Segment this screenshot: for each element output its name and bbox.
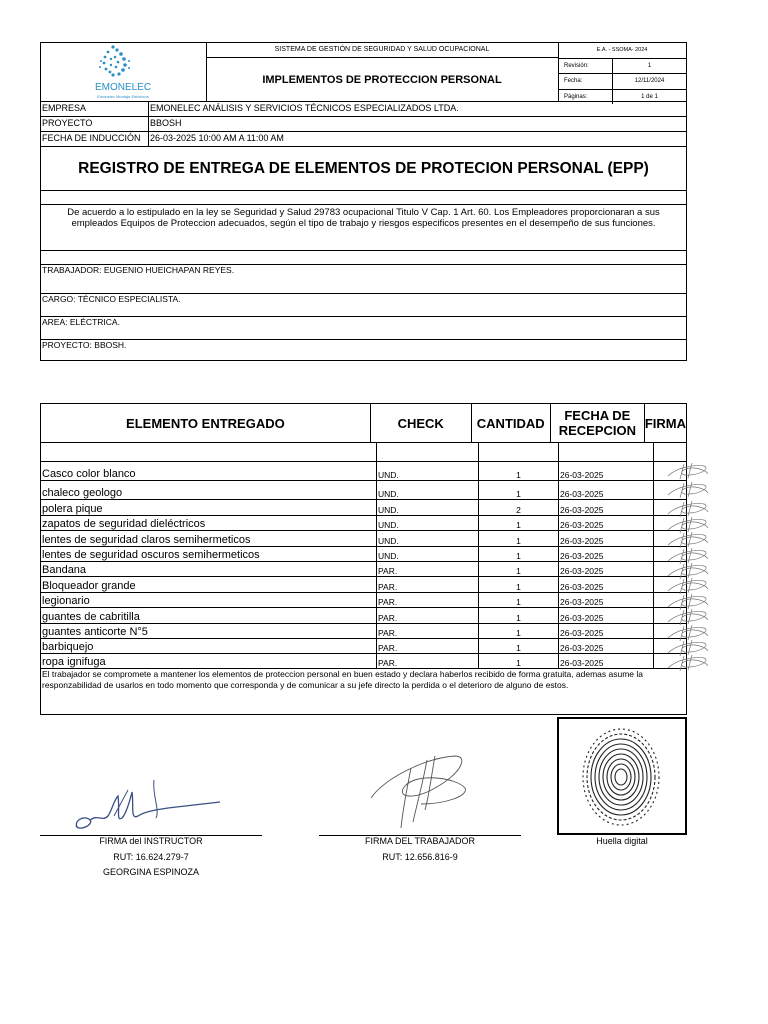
signature-cell <box>654 516 686 530</box>
instructor-rut: RUT: 16.624.279-7 <box>113 852 189 862</box>
date-cell: 26-03-2025 <box>559 608 654 623</box>
table-row <box>41 624 686 639</box>
row-signature-icon <box>664 481 714 499</box>
quantity-cell: 1 <box>479 608 559 623</box>
check-cell: UND. <box>377 500 479 515</box>
table-row <box>41 608 686 624</box>
document-header <box>40 42 687 102</box>
element-cell: ropa ignifuga <box>41 654 377 668</box>
worker-cargo: CARGO: TÉCNICO ESPECIALISTA. <box>40 294 687 317</box>
signature-cell <box>654 577 686 592</box>
fingerprint-label: Huella digital <box>596 836 648 846</box>
column-header: ELEMENTO ENTREGADO <box>41 404 371 442</box>
column-header: FECHA DE RECEPCION <box>551 404 645 442</box>
empty-row <box>41 443 686 462</box>
meta-value: 1 <box>647 62 652 69</box>
table-row <box>41 531 686 547</box>
quantity-cell: 1 <box>479 562 559 576</box>
element-cell: Casco color blanco <box>41 462 377 480</box>
worker-signature-label: FIRMA DEL TRABAJADOR <box>364 836 476 846</box>
check-cell: PAR. <box>377 654 479 668</box>
registro-title: REGISTRO DE ENTREGA DE ELEMENTOS DE PROTECION PERSONAL (EPP) <box>40 147 687 191</box>
document-meta <box>558 43 686 101</box>
date-cell: 26-03-2025 <box>559 481 654 499</box>
quantity-cell: 1 <box>479 547 559 561</box>
element-cell: barbiquejo <box>41 639 377 653</box>
instructor-name: GEORGINA ESPINOZA <box>102 867 200 877</box>
instructor-signature-label: FIRMA del INSTRUCTOR <box>99 836 203 846</box>
date-cell: 26-03-2025 <box>559 516 654 530</box>
svg-text:Emonelec Montaje Eléctricos: Emonelec Montaje Eléctricos <box>97 94 149 99</box>
signature-cell <box>654 562 686 576</box>
quantity-cell: 2 <box>479 500 559 515</box>
date-cell: 26-03-2025 <box>559 531 654 546</box>
worker-name: TRABAJADOR: EUGENIO HUEICHAPAN REYES. <box>40 265 687 294</box>
column-header: FIRMA <box>644 415 686 431</box>
date-cell: 26-03-2025 <box>559 500 654 515</box>
emonelec-logo-icon <box>41 43 206 101</box>
check-cell: PAR. <box>377 593 479 607</box>
document-title: IMPLEMENTOS DE PROTECCION PERSONAL <box>262 74 502 86</box>
date-cell: 26-03-2025 <box>559 577 654 592</box>
info-value: 26-03-2025 10:00 AM A 11:00 AM <box>150 133 284 143</box>
quantity-cell: 1 <box>479 462 559 480</box>
check-cell: PAR. <box>377 577 479 592</box>
info-value: EMONELEC ANÁLISIS Y SERVICIOS TÉCNICOS ESPECIALIZADOS LTDA. <box>150 103 459 113</box>
table-header <box>41 404 686 443</box>
signature-cell <box>654 547 686 561</box>
info-value: BBOSH <box>150 118 182 128</box>
info-label: EMPRESA <box>41 102 149 116</box>
check-cell: PAR. <box>377 562 479 576</box>
meta-value: 1 de 1 <box>641 93 658 100</box>
meta-value: 12/11/2024 <box>634 78 665 84</box>
check-cell: UND. <box>377 516 479 530</box>
check-cell: PAR. <box>377 624 479 638</box>
worker-signature-icon <box>365 748 475 834</box>
check-cell: UND. <box>377 531 479 546</box>
quantity-cell: 1 <box>479 624 559 638</box>
check-cell: UND. <box>377 547 479 561</box>
commitment-text: El trabajador se compromete a mantener los elementos de proteccion personal en buen estado y declara haberlos recibido de forma gratuita, ademas asume la responzabilidad de usarlos en todo momento que corresponda y de comunicar a su jefe directo la perdida o el deterioro de alguno de estos. <box>42 669 644 690</box>
meta-label: Fecha: <box>558 74 613 89</box>
signature-cell <box>654 608 686 623</box>
check-cell: PAR. <box>377 639 479 653</box>
table-row <box>41 593 686 608</box>
signature-cell <box>654 481 686 499</box>
element-cell: Bandana <box>41 562 377 576</box>
element-cell: guantes de cabritilla <box>41 608 377 623</box>
column-header: CANTIDAD <box>472 404 551 442</box>
signature-cell <box>654 639 686 653</box>
info-row-fecha <box>40 132 687 147</box>
info-label: FECHA DE INDUCCIÓN <box>41 132 149 146</box>
table-row <box>41 562 686 577</box>
table-row <box>41 639 686 654</box>
date-cell: 26-03-2025 <box>559 462 654 480</box>
element-cell: lentes de seguridad oscuros semihermeticos <box>41 547 377 561</box>
quantity-cell: 1 <box>479 577 559 592</box>
meta-label: Páginas: <box>558 90 613 105</box>
date-cell: 26-03-2025 <box>559 624 654 638</box>
quantity-cell: 1 <box>479 531 559 546</box>
table-row <box>41 654 686 669</box>
element-cell: Bloqueador grande <box>41 577 377 592</box>
signature-cell <box>654 593 686 607</box>
info-row-proyecto <box>40 117 687 132</box>
date-cell: 26-03-2025 <box>559 639 654 653</box>
quantity-cell: 1 <box>479 654 559 668</box>
element-cell: lentes de seguridad claros semihermeticos <box>41 531 377 546</box>
date-cell: 26-03-2025 <box>559 593 654 607</box>
element-cell: polera pique <box>41 500 377 515</box>
signature-cell <box>654 654 686 668</box>
company-logo <box>41 43 207 101</box>
check-cell: UND. <box>377 462 479 480</box>
date-cell: 26-03-2025 <box>559 654 654 668</box>
check-cell: UND. <box>377 481 479 499</box>
element-cell: legionario <box>41 593 377 607</box>
date-cell: 26-03-2025 <box>559 547 654 561</box>
document-code: E.A. - SSOMA- 2024 <box>596 47 648 53</box>
fingerprint-box <box>557 717 687 835</box>
table-row <box>41 500 686 516</box>
quantity-cell: 1 <box>479 516 559 530</box>
info-row-empresa <box>40 102 687 117</box>
worker-area: AREA: ELÉCTRICA. <box>40 317 687 340</box>
table-row <box>41 481 686 500</box>
quantity-cell: 1 <box>479 481 559 499</box>
element-cell: zapatos de seguridad dieléctricos <box>41 516 377 530</box>
check-cell: PAR. <box>377 608 479 623</box>
row-signature-icon <box>664 654 714 672</box>
instructor-signature-icon <box>68 770 228 836</box>
epp-table <box>40 403 687 715</box>
signature-cell <box>654 531 686 546</box>
signature-cell <box>654 624 686 638</box>
worker-rut: RUT: 12.656.816-9 <box>382 852 458 862</box>
table-row <box>41 547 686 562</box>
table-row <box>41 516 686 531</box>
svg-text:EMONELEC: EMONELEC <box>94 82 152 93</box>
table-row <box>41 462 686 481</box>
row-signature-icon <box>664 462 714 480</box>
signature-cell <box>654 462 686 480</box>
info-label: PROYECTO <box>41 117 149 131</box>
quantity-cell: 1 <box>479 593 559 607</box>
legal-text: De acuerdo a lo estipulado en la ley se Seguridad y Salud 29783 ocupacional Titulo V Cap. 1 Art. 60. Los Empleadores proporcionaran a sus empleados Equipos de Proteccion adecuados, según el tipo de trabajo y riesgos especificos presentes en el desempeño de sus funciones. <box>40 205 687 251</box>
element-cell: chaleco geologo <box>41 481 377 499</box>
element-cell: guantes anticorte N°5 <box>41 624 377 638</box>
signature-cell <box>654 500 686 515</box>
quantity-cell: 1 <box>479 639 559 653</box>
spacer-row <box>40 251 687 265</box>
date-cell: 26-03-2025 <box>559 562 654 576</box>
column-header: CHECK <box>371 404 472 442</box>
worker-proyecto: PROYECTO: BBOSH. <box>40 340 687 361</box>
fingerprint-icon <box>559 719 685 833</box>
system-name: SISTEMA DE GESTIÓN DE SEGURIDAD Y SALUD OCUPACIONAL <box>206 43 558 58</box>
meta-label: Revisión: <box>558 59 613 74</box>
table-row <box>41 577 686 593</box>
spacer-row <box>40 191 687 205</box>
